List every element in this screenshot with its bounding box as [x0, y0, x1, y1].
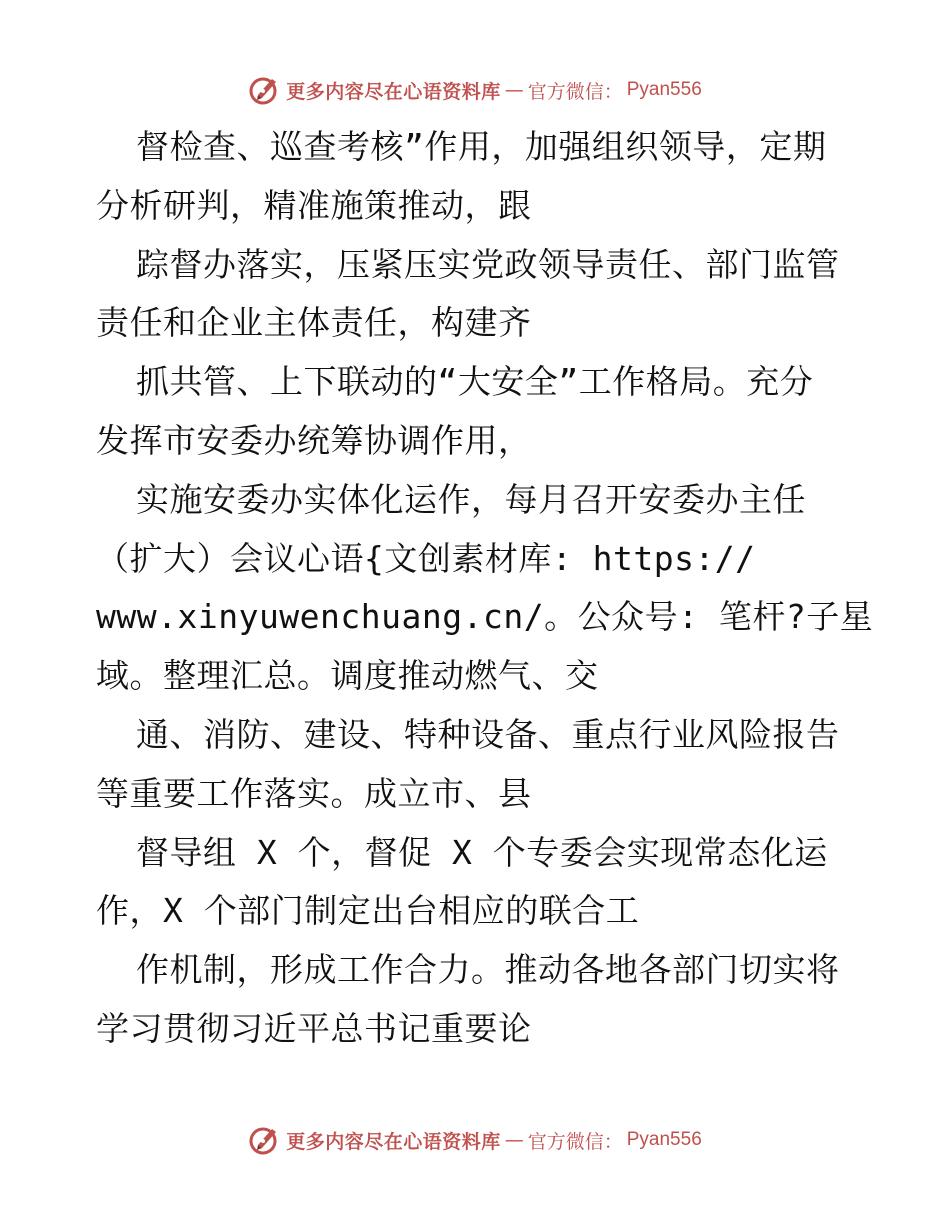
- banner-title: 更多内容尽在心语资料库: [286, 80, 501, 103]
- text-line: （扩大）会议心语{文创素材库: https://: [96, 538, 756, 578]
- banner-wechat-id: Pyan556: [626, 1129, 702, 1150]
- pen-logo-icon: [248, 1123, 282, 1157]
- document-body: [96, 118, 896, 1059]
- banner-wechat-label: 官方微信：: [527, 80, 623, 103]
- banner-dash: —: [504, 79, 524, 101]
- text-line: 发挥市安委办统筹协调作用，: [96, 420, 532, 460]
- text-line: 督检查、巡查考核”作用，加强组织领导，定期: [136, 127, 827, 166]
- banner-wechat-id: Pyan556: [626, 79, 702, 100]
- text-line: 督导组 X 个，督促 X 个专委会实现常态化运: [136, 832, 828, 872]
- footer-banner: [0, 1120, 950, 1160]
- banner-dash: —: [504, 1129, 524, 1151]
- banner-title: 更多内容尽在心语资料库: [286, 1130, 501, 1153]
- text-line: 域。整理汇总。调度推动燃气、交: [96, 656, 599, 696]
- banner-wechat-label: 官方微信：: [527, 1130, 623, 1153]
- text-line: 作，X 个部门制定出台相应的联合工: [96, 891, 640, 931]
- text-line: 分析研判，精准施策推动，跟: [96, 185, 532, 225]
- header-banner: [0, 70, 950, 110]
- text-line: 实施安委办实体化运作，每月召开安委办主任: [136, 479, 806, 519]
- text-line: 踪督办落实，压紧压实党政领导责任、部门监管: [136, 244, 840, 284]
- text-line: 抓共管、上下联动的“大安全”工作格局。充分: [136, 362, 814, 402]
- text-line: 等重要工作落实。成立市、县: [96, 773, 532, 813]
- text-line: 作机制，形成工作合力。推动各地各部门切实将: [136, 950, 840, 990]
- text-line: 通、消防、建设、特种设备、重点行业风险报告: [136, 714, 840, 754]
- text-line: www.xinyuwenchuang.cn/。公众号: 笔杆?子星: [96, 597, 874, 637]
- text-line: 责任和企业主体责任，构建齐: [96, 303, 532, 343]
- pen-logo-icon: [248, 73, 282, 107]
- text-line: 学习贯彻习近平总书记重要论: [96, 1008, 532, 1048]
